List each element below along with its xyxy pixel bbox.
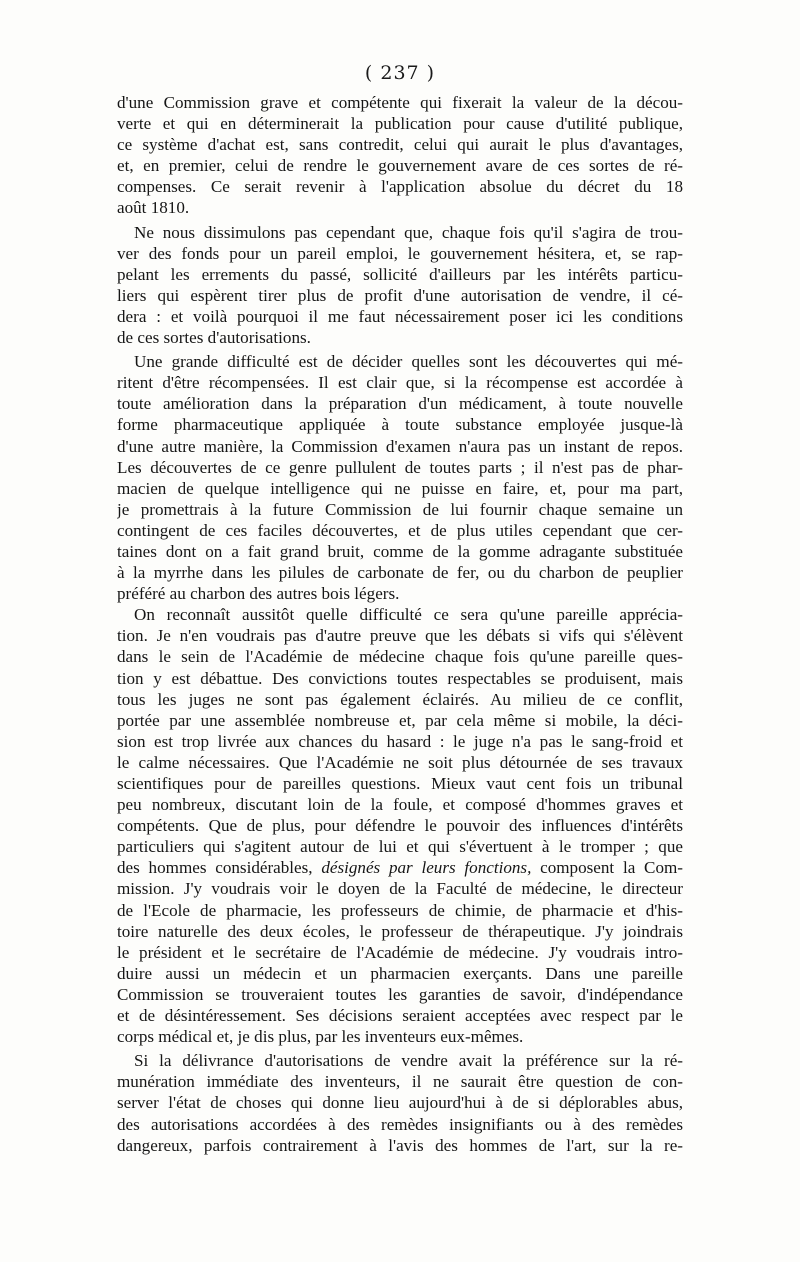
italic-phrase: désignés par leurs fonctions, (321, 858, 532, 878)
text-line: toire naturelle des deux écoles, le professeur de thérapeutique. J'y joindrais (117, 921, 683, 941)
paragraph-3 (117, 351, 683, 604)
text-line: à la myrrhe dans les pilules de carbonate de fer, ou du charbon de peuplier (117, 563, 683, 583)
text-line: forme pharmaceutique appliquée à toute substance employée jusque-là (117, 415, 683, 435)
text-line: contingent de ces faciles découvertes, et de plus utiles cependant que cer- (117, 520, 683, 540)
paragraph-4 (117, 604, 683, 1047)
text-line: Si la délivrance d'autorisations de vendre avait la préférence sur la ré- (134, 1051, 683, 1071)
text-line: verte et qui en déterminerait la publication pour cause d'utilité publique, (117, 114, 683, 134)
text-line: dans le sein de l'Académie de médecine chaque fois qu'une pareille ques- (117, 647, 683, 667)
text-line: server l'état de choses qui donne lieu aujourd'hui à de si déplorables abus, (117, 1093, 683, 1113)
text-line: préféré au charbon des autres bois légers. (117, 584, 400, 604)
text-line: macien de quelque intelligence qui ne puisse en faire, et, pour ma part, (117, 478, 683, 498)
paragraph-1 (117, 92, 683, 219)
page-number: ( 237 ) (364, 62, 436, 84)
text-line: de l'Ecole de pharmacie, les professeurs de chimie, de pharmacie et d'his- (117, 900, 683, 920)
text-line-with-italic: des hommes considérables, désignés par leurs fonctions, composent la Com- (117, 858, 683, 878)
text-line: On reconnaît aussitôt quelle difficulté ce sera qu'une pareille apprécia- (134, 605, 683, 625)
text-line: et, en premier, celui de rendre le gouvernement avare de ces sortes de ré- (117, 156, 683, 176)
text-line: toute amélioration dans la préparation d'un médicament, à toute nouvelle (117, 394, 683, 414)
text-line: je promettrais à la future Commission de lui fournir chaque semaine un (117, 499, 683, 519)
text-line: munération immédiate des inventeurs, il ne saurait être question de con- (117, 1072, 683, 1092)
text-line: Ne nous dissimulons pas cependant que, chaque fois qu'il s'agira de trou- (134, 222, 683, 242)
text-line: août 1810. (117, 198, 190, 218)
text-line: le calme nécessaires. Que l'Académie ne soit plus détournée de ses travaux (117, 752, 683, 772)
text-line: ce système d'achat est, sans contredit, celui qui aurait le plus d'avantages, (117, 135, 683, 155)
text-line: ritent d'être récompensées. Il est clair que, si la récompense est accordée à (117, 373, 683, 393)
text-line: liers qui espèrent tirer plus de profit d'une autorisation de vendre, il cé- (117, 285, 683, 305)
text-line: dangereux, parfois contrairement à l'avis des hommes de l'art, sur la re- (117, 1135, 683, 1155)
paragraph-2 (117, 222, 683, 349)
text-line: peu nombreux, discutant loin de la foule, et composé d'hommes graves et (117, 795, 683, 815)
text-line: tion y est débattue. Des convictions toutes respectables se produisent, mais (117, 668, 683, 688)
text-line: taines dont on a fait grand bruit, comme de la gomme adragante substituée (117, 541, 683, 561)
text-line: Commission se trouveraient toutes les garanties de savoir, d'indépendance (117, 984, 683, 1004)
text-line: ver des fonds pour un pareil emploi, le gouvernement hésitera, et, se rap- (117, 243, 683, 263)
text-line: sion est trop livrée aux chances du hasard : le juge n'a pas le sang-froid et (117, 731, 683, 751)
text-line: tion. Je n'en voudrais pas d'autre preuve que les débats si vifs qui s'élèvent (117, 626, 683, 646)
text-line: Les découvertes de ce genre pullulent de toutes parts ; il n'est pas de phar- (117, 457, 683, 477)
text-line: portée par une assemblée nombreuse et, par cela même si mobile, la déci- (117, 710, 683, 730)
paragraph-5 (117, 1050, 683, 1155)
text-line: le président et le secrétaire de l'Académie de médecine. J'y voudrais intro- (117, 942, 683, 962)
text-line: particuliers qui s'agitent autour de lui et qui s'évertuent à le tromper ; que (117, 837, 683, 857)
text-line: mission. J'y voudrais voir le doyen de la Faculté de médecine, le directeur (117, 879, 683, 899)
text-line: scientifiques pour de pareilles questions. Mieux vaut cent fois un tribunal (117, 774, 683, 793)
text-line: compenses. Ce serait revenir à l'application absolue du décret du 18 (117, 177, 683, 197)
text-line: de ces sortes d'autorisations. (117, 328, 311, 348)
text-line: et de désintéressement. Ses décisions seraient acceptées avec respect par le (117, 1006, 683, 1026)
text-line: Une grande difficulté est de décider quelles sont les découvertes qui mé- (134, 352, 683, 372)
text-line: d'une Commission grave et compétente qui fixerait la valeur de la décou- (117, 93, 683, 112)
text-line: d'une autre manière, la Commission d'examen n'aura pas un instant de repos. (117, 436, 683, 456)
text-line: pelant les errements du passé, sollicité d'ailleurs par les intérêts particu- (117, 264, 683, 284)
text-line: dera : et voilà pourquoi il me faut nécessairement poser ici les conditions (117, 306, 683, 326)
text-line: des autorisations accordées à des remèdes insignifiants ou à des remèdes (117, 1114, 683, 1134)
text-line: tous les juges ne sont pas également éclairés. Au milieu de ce conflit, (117, 689, 683, 709)
text-line: duire aussi un médecin et un pharmacien exerçants. Dans une pareille (117, 963, 683, 983)
text-line: corps médical et, je dis plus, par les inventeurs eux-mêmes. (117, 1027, 524, 1047)
text-line: compétents. Que de plus, pour défendre le pouvoir des influences d'intérêts (117, 816, 683, 836)
body-text (117, 92, 683, 1156)
